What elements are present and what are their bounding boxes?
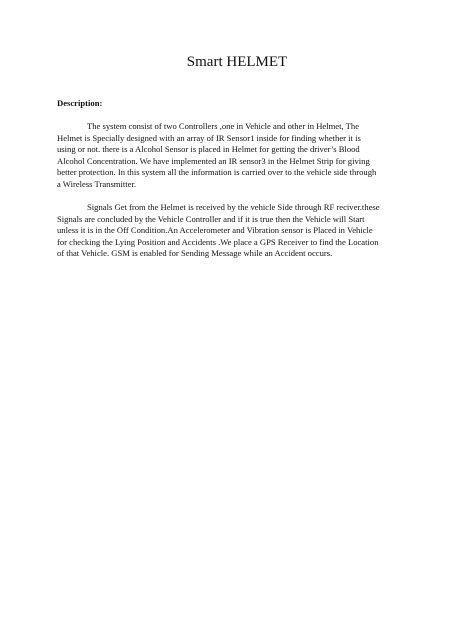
document-title: Smart HELMET: [186, 54, 288, 70]
paragraph-line: using or not. there is a Alcohol Sensor is placed in Helmet for getting the driver’s Blood: [57, 144, 360, 155]
paragraph-line: Alcohol Concentration. We have implemented an IR sensor3 in the Helmet Strip for giving: [57, 155, 370, 166]
paragraph-line: a Wireless Transmitter.: [57, 178, 136, 189]
description-paragraph-2: [57, 202, 417, 260]
description-paragraph-1: [57, 121, 417, 191]
paragraph-line: Helmet is Specially designed with an array of IR Sensor1 inside for finding whether it is: [57, 132, 361, 143]
paragraph-line: for checking the Lying Position and Accidents .We place a GPS Receiver to find the Location: [57, 236, 379, 247]
paragraph-line: unless it is in the Off Condition.An Accelerometer and Vibration sensor is Placed in Vehicle: [57, 225, 373, 236]
paragraph-line: Signals are concluded by the Vehicle Controller and if it is true then the Vehicle will Start: [57, 213, 365, 224]
paragraph-line: better protection. In this system all the information is carried over to the vehicle side through: [57, 167, 377, 178]
paragraph-line: Signals Get from the Helmet is received by the vehicle Side through RF reciver.these: [87, 202, 380, 212]
description-heading: Description:: [57, 98, 103, 108]
paragraph-line: of that Vehicle. GSM is enabled for Sending Message while an Accident occurs.: [57, 248, 333, 259]
paragraph-line: The system consist of two Controllers ,one in Vehicle and other in Helmet, The: [87, 121, 360, 131]
